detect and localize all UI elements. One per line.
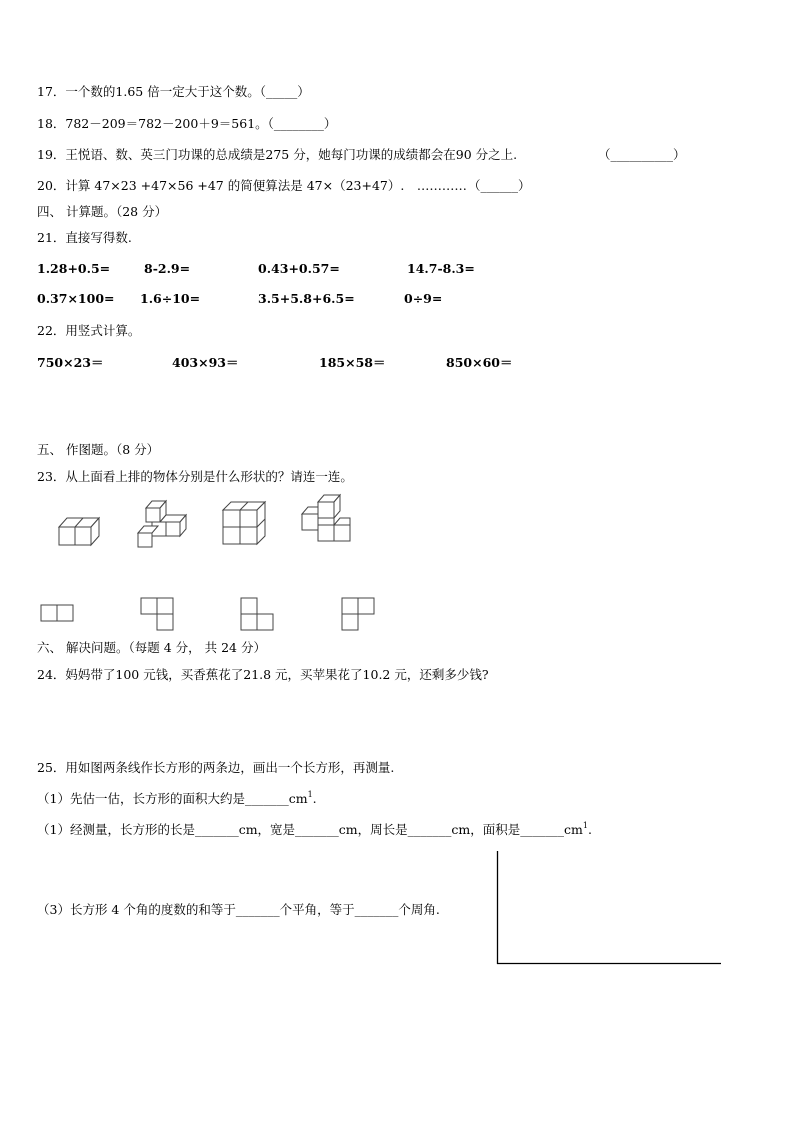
vertical-calc-item: 750×23＝ — [37, 355, 104, 370]
question-19: 19．王悦语、数、英三门功课的总成绩是275 分，她每门功课的成绩都会在90 分之上. — [37, 147, 518, 162]
question-25-part-2: （1）经测量，长方形的长是_______cm，宽是_______cm，周长是_______cm，面积是$\_\_\_\_\_\_\_cm^1$. — [37, 821, 592, 837]
question-18: 18．782－209＝782－200＋9＝561。（________） — [37, 116, 337, 131]
cube-figure-4 — [298, 492, 356, 550]
question-24: 24．妈妈带了100 元钱，买香蕉花了21.8 元，买苹果花了10.2 元，还剩多少钱? — [37, 667, 489, 682]
calc-item: 14.7-8.3= — [407, 261, 475, 276]
question-23: 23．从上面看上排的物体分别是什么形状的？请连一连。 — [37, 469, 353, 484]
section-6-heading: 六、 解决问题。（每题 4 分， 共 24 分） — [37, 640, 266, 655]
question-21: 21．直接写得数. — [37, 230, 132, 245]
cube-figure-2 — [134, 498, 188, 550]
top-view-shape-4 — [341, 597, 377, 635]
question-25-part-3: （3）长方形 4 个角的度数的和等于_______个平角，等于_______个周角. — [37, 902, 440, 917]
question-19-answer-blank[interactable]: （__________） — [598, 147, 686, 162]
vertical-calc-item: 850×60＝ — [446, 355, 513, 370]
calc-item: 1.6÷10= — [140, 291, 201, 306]
section-5-heading: 五、 作图题。（8 分） — [37, 442, 160, 457]
rectangle-edge-lines — [496, 851, 722, 967]
calc-item: 0÷9= — [404, 291, 443, 306]
question-22: 22．用竖式计算。 — [37, 323, 141, 338]
vertical-calc-item: 403×93＝ — [172, 355, 239, 370]
question-20: 20．计算 47×23 +47×56 +47 的简便算法是 47×（23+47）. ………… — [37, 178, 467, 193]
vertical-calc-item: 185×58＝ — [319, 355, 386, 370]
question-17: 17．一个数的1.65 倍一定大于这个数。（_____） — [37, 84, 310, 99]
calc-item: 0.37×100= — [37, 291, 115, 306]
calc-item: 0.43+0.57= — [258, 261, 340, 276]
question-20-answer-blank[interactable]: （______） — [468, 178, 531, 193]
cube-figure-1 — [55, 505, 105, 547]
calc-item: 3.5+5.8+6.5= — [258, 291, 355, 306]
top-view-shape-3 — [240, 597, 276, 635]
cube-figure-3 — [219, 500, 269, 548]
calc-item: 1.28+0.5= — [37, 261, 111, 276]
top-view-shape-2 — [140, 597, 176, 635]
section-4-heading: 四、 计算题。（28 分） — [37, 204, 168, 219]
question-25-part-1: （1）先估一估，长方形的面积大约是$\_\_\_\_\_\_\_cm^1$. — [37, 790, 317, 806]
calc-item: 8-2.9= — [144, 261, 191, 276]
question-25: 25．用如图两条线作长方形的两条边，画出一个长方形，再测量. — [37, 760, 395, 775]
top-view-shape-1 — [40, 604, 76, 624]
